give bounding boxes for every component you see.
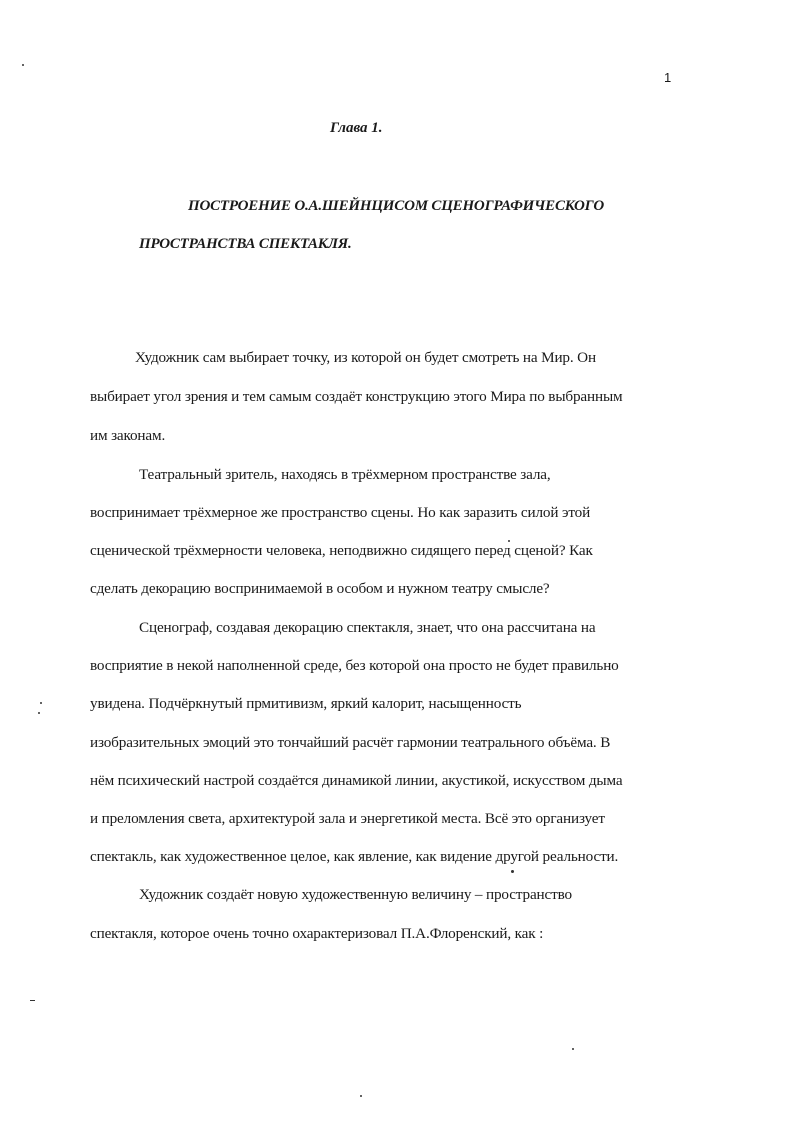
text-line: спектакль, как художественное целое, как явление, как видение другой реальности.: [90, 848, 619, 865]
text-line: спектакля, которое очень точно охарактеризовал П.А.Флоренский, как :: [90, 925, 544, 942]
text-line: Театральный зритель, находясь в трёхмерном пространстве зала,: [139, 466, 551, 483]
scan-speck: [22, 64, 24, 66]
scan-speck: [360, 1095, 362, 1097]
text-line: и преломления света, архитектурой зала и энергетикой места. Всё это организует: [90, 810, 605, 827]
scan-speck: [511, 870, 514, 873]
text-line: Художник сам выбирает точку, из которой он будет смотреть на Мир. Он: [135, 349, 596, 366]
text-line: им законам.: [90, 427, 166, 444]
text-line: выбирает угол зрения и тем самым создаёт конструкцию этого Мира по выбранным: [90, 388, 623, 405]
page-number: 1: [664, 70, 672, 85]
text-line: увидена. Подчёркнутый прмитивизм, яркий калорит, насыщенность: [90, 695, 522, 712]
text-line: сделать декорацию воспринимаемой в особом и нужном театру смысле?: [90, 580, 550, 597]
scan-speck: [38, 712, 40, 714]
text-line: Сценограф, создавая декорацию спектакля, знает, что она рассчитана на: [139, 619, 596, 636]
scan-speck: [572, 1048, 574, 1050]
text-line: изобразительных эмоций это тончайший расчёт гармонии театрального объёма. В: [90, 734, 611, 751]
text-line: сценической трёхмерности человека, неподвижно сидящего перед сценой? Как: [90, 542, 593, 559]
scan-speck: [40, 702, 42, 704]
text-line: восприятие в некой наполненной среде, без которой она просто не будет правильно: [90, 657, 619, 674]
chapter-title-line-1: ПОСТРОЕНИЕ О.А.ШЕЙНЦИСОМ СЦЕНОГРАФИЧЕСКОГО: [188, 198, 604, 214]
text-line: нём психический настрой создаётся динамикой линии, акустикой, искусством дыма: [90, 772, 623, 789]
chapter-title-line-2: ПРОСТРАНСТВА СПЕКТАКЛЯ.: [139, 236, 352, 252]
text-line: Художник создаёт новую художественную величину – пространство: [139, 886, 572, 903]
scan-speck: [30, 1000, 35, 1001]
scan-speck: [508, 540, 510, 542]
text-line: воспринимает трёхмерное же пространство сцены. Но как заразить силой этой: [90, 504, 591, 521]
chapter-label: Глава 1.: [330, 120, 383, 136]
